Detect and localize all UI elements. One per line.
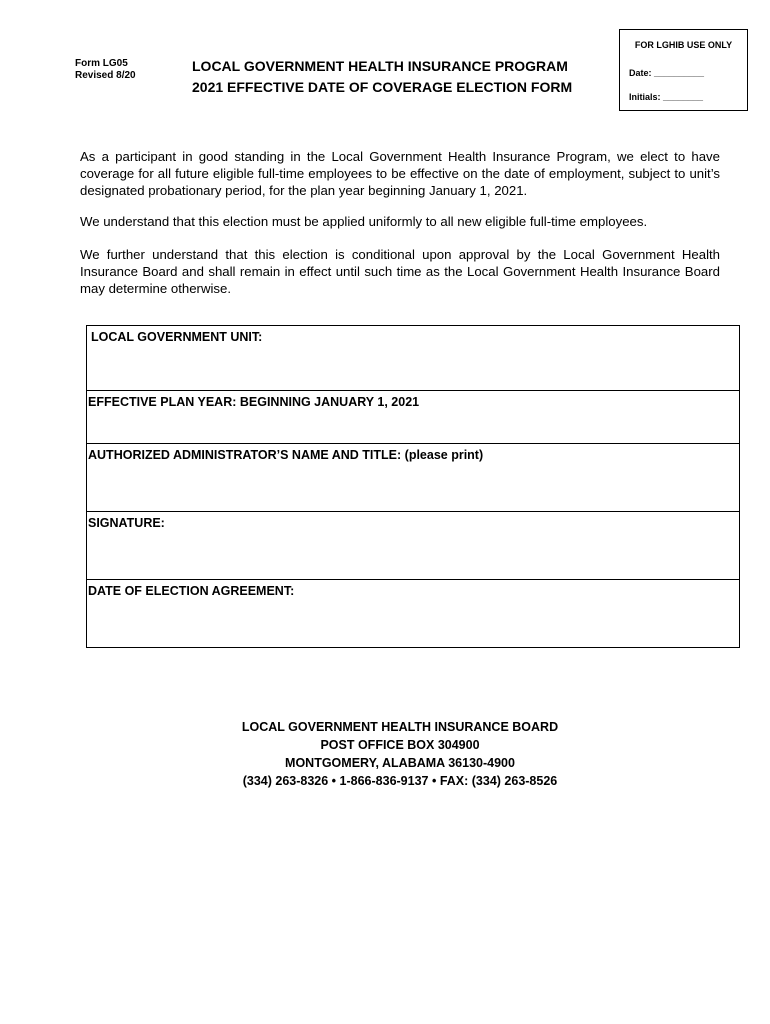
field-label: LOCAL GOVERNMENT UNIT:: [91, 330, 263, 344]
field-label: EFFECTIVE PLAN YEAR: BEGINNING JANUARY 1, 2021: [88, 395, 420, 409]
administrator-name-title-field[interactable]: [87, 444, 739, 512]
office-use-initials: Initials: ________: [629, 92, 704, 102]
election-date-field[interactable]: [87, 580, 739, 647]
election-paragraph: As a participant in good standing in the Local Government Health Insurance Program, we elect to have coverage for all future eligible full-time employees to be effective on the date of employment, subject to unit’s designated probationary period, for the plan year beginning January 1, 2021.: [80, 149, 720, 198]
form-title: [192, 56, 612, 98]
board-phones: (334) 263-8326 • 1-866-836-9137 • FAX: (334) 263-8526: [242, 774, 558, 788]
form-revision: Revised 8/20: [75, 70, 136, 81]
field-label: SIGNATURE:: [88, 516, 165, 530]
field-label: DATE OF ELECTION AGREEMENT:: [88, 584, 295, 598]
office-use-box: [619, 29, 748, 111]
uniformity-paragraph: We understand that this election must be applied uniformly to all new eligible full-time employees.: [80, 214, 648, 229]
form-title-line-1: LOCAL GOVERNMENT HEALTH INSURANCE PROGRAM: [192, 58, 568, 74]
local-government-unit-field[interactable]: [87, 326, 739, 391]
signature-field[interactable]: [87, 512, 739, 580]
board-contact-footer: [0, 718, 770, 790]
office-use-heading: FOR LGHIB USE ONLY: [634, 40, 733, 50]
election-fields-table: [86, 325, 740, 648]
form-number: Form LG05: [75, 58, 128, 69]
field-label: AUTHORIZED ADMINISTRATOR’S NAME AND TITLE: (please print): [88, 448, 484, 462]
board-name: LOCAL GOVERNMENT HEALTH INSURANCE BOARD: [241, 720, 559, 734]
board-po-box: POST OFFICE BOX 304900: [320, 738, 480, 752]
approval-paragraph: We further understand that this election is conditional upon approval by the Local Government Health Insurance Board and shall remain in effect until such time as the Local Government Health Insurance Board may determine otherwise.: [80, 247, 720, 296]
office-use-date: Date: __________: [629, 68, 705, 78]
form-identifier: [75, 58, 136, 82]
form-title-line-2: 2021 EFFECTIVE DATE OF COVERAGE ELECTION FORM: [192, 79, 573, 95]
board-city: MONTGOMERY, ALABAMA 36130-4900: [285, 756, 515, 770]
effective-plan-year-field[interactable]: [87, 391, 739, 444]
